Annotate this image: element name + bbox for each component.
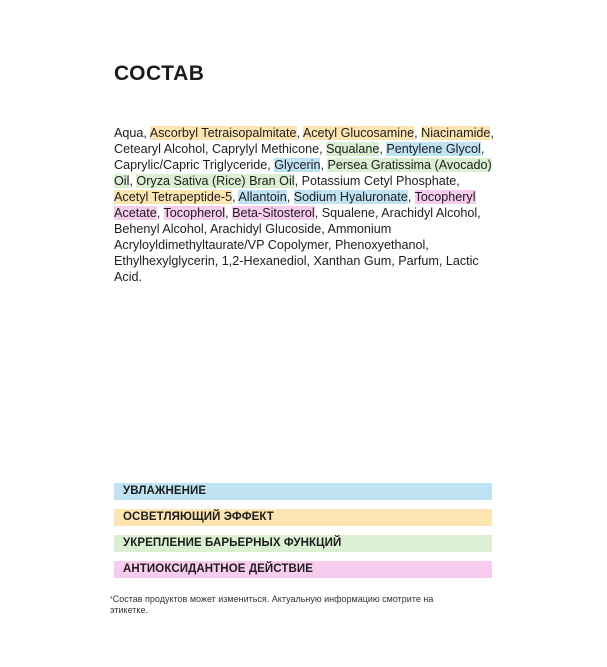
footnote bbox=[110, 594, 470, 616]
ingredient-separator: , bbox=[306, 254, 314, 268]
ingredient-separator: , bbox=[143, 126, 150, 140]
ingredient: Niacinamide bbox=[421, 126, 491, 140]
ingredient-separator: , bbox=[156, 206, 164, 220]
ingredient-separator: , bbox=[414, 126, 422, 140]
ingredient-separator: , bbox=[267, 158, 275, 172]
ingredient-separator: , bbox=[205, 142, 213, 156]
ingredients-list bbox=[114, 125, 494, 285]
ingredient: Caprylyl Methicone bbox=[212, 142, 320, 156]
ingredient: Pentylene Glycol bbox=[386, 142, 481, 156]
ingredient: Oryza Sativa (Rice) Bran Oil bbox=[136, 174, 295, 188]
ingredient: Allantoin bbox=[238, 190, 287, 204]
legend bbox=[114, 483, 492, 587]
ingredient-separator: , bbox=[319, 142, 327, 156]
ingredient: Phenoxyethanol bbox=[334, 238, 426, 252]
ingredient-separator: , bbox=[425, 238, 429, 252]
ingredient: Squalane bbox=[326, 142, 380, 156]
ingredient-separator: , bbox=[314, 206, 322, 220]
ingredient: Cetearyl Alcohol bbox=[114, 142, 206, 156]
ingredient-separator: , bbox=[320, 158, 328, 172]
ingredient: Persea Gratissima (Avocado) Oil bbox=[114, 158, 492, 188]
ingredient: Xanthan Gum bbox=[313, 254, 392, 268]
ingredient: Arachidyl Glucoside bbox=[209, 222, 322, 236]
ingredient-separator: , bbox=[225, 206, 233, 220]
ingredient: Beta-Sitosterol bbox=[232, 206, 315, 220]
ingredient: Squalene bbox=[321, 206, 375, 220]
ingredient-separator: , bbox=[203, 222, 210, 236]
legend-item: УКРЕПЛЕНИЕ БАРЬЕРНЫХ ФУНКЦИЙ bbox=[114, 535, 492, 552]
ingredient-separator: , bbox=[294, 174, 302, 188]
ingredient-separator: . bbox=[138, 270, 142, 284]
ingredient-separator: , bbox=[296, 126, 303, 140]
ingredient: Ammonium Acryloyldimethyltaurate/VP Copolymer bbox=[114, 222, 392, 252]
ingredient: 1,2-Hexanediol bbox=[221, 254, 307, 268]
ingredient: Ascorbyl Tetraisopalmitate bbox=[149, 126, 297, 140]
ingredient: Caprylic/Capric Triglyceride bbox=[114, 158, 268, 172]
ingredient-separator: , bbox=[391, 254, 399, 268]
ingredient-separator: , bbox=[286, 190, 294, 204]
ingredient: Arachidyl Alcohol bbox=[381, 206, 478, 220]
ingredient: Aqua bbox=[114, 126, 144, 140]
ingredient-separator: , bbox=[379, 142, 387, 156]
ingredient-separator: , bbox=[456, 174, 460, 188]
ingredient-separator: , bbox=[129, 174, 137, 188]
footnote-text: Состав продуктов может измениться. Актуальную информацию смотрите на этикетке. bbox=[110, 594, 434, 615]
footnote-star: * bbox=[110, 596, 113, 603]
legend-item: ОСВЕТЛЯЮЩИЙ ЭФФЕКТ bbox=[114, 509, 492, 526]
ingredient: Tocopherol bbox=[163, 206, 226, 220]
ingredient: Potassium Cetyl Phosphate bbox=[301, 174, 457, 188]
ingredient-separator: , bbox=[321, 222, 328, 236]
ingredient-separator: , bbox=[374, 206, 382, 220]
ingredient: Tocopheryl Acetate bbox=[114, 190, 476, 220]
ingredient: Lactic Acid bbox=[114, 254, 479, 284]
legend-item: УВЛАЖНЕНИЕ bbox=[114, 483, 492, 500]
ingredient: Acetyl Glucosamine bbox=[302, 126, 415, 140]
ingredient: Behenyl Alcohol bbox=[114, 222, 204, 236]
ingredient-separator: , bbox=[327, 238, 335, 252]
ingredient: Sodium Hyaluronate bbox=[293, 190, 408, 204]
ingredient-separator: , bbox=[438, 254, 446, 268]
ingredient-separator: , bbox=[477, 206, 481, 220]
ingredient: Acetyl Tetrapeptide-5 bbox=[114, 190, 233, 204]
ingredient: Glycerin bbox=[274, 158, 321, 172]
ingredient: Ethylhexylglycerin bbox=[114, 254, 215, 268]
ingredient-separator: , bbox=[214, 254, 222, 268]
ingredient-separator: , bbox=[480, 142, 485, 156]
legend-item: АНТИОКСИДАНТНОЕ ДЕЙСТВИЕ bbox=[114, 561, 492, 578]
ingredient-separator: , bbox=[407, 190, 415, 204]
page-title: СОСТАВ bbox=[114, 62, 205, 85]
ingredient-separator: , bbox=[232, 190, 239, 204]
ingredient: Parfum bbox=[398, 254, 439, 268]
ingredient-separator: , bbox=[490, 126, 494, 140]
